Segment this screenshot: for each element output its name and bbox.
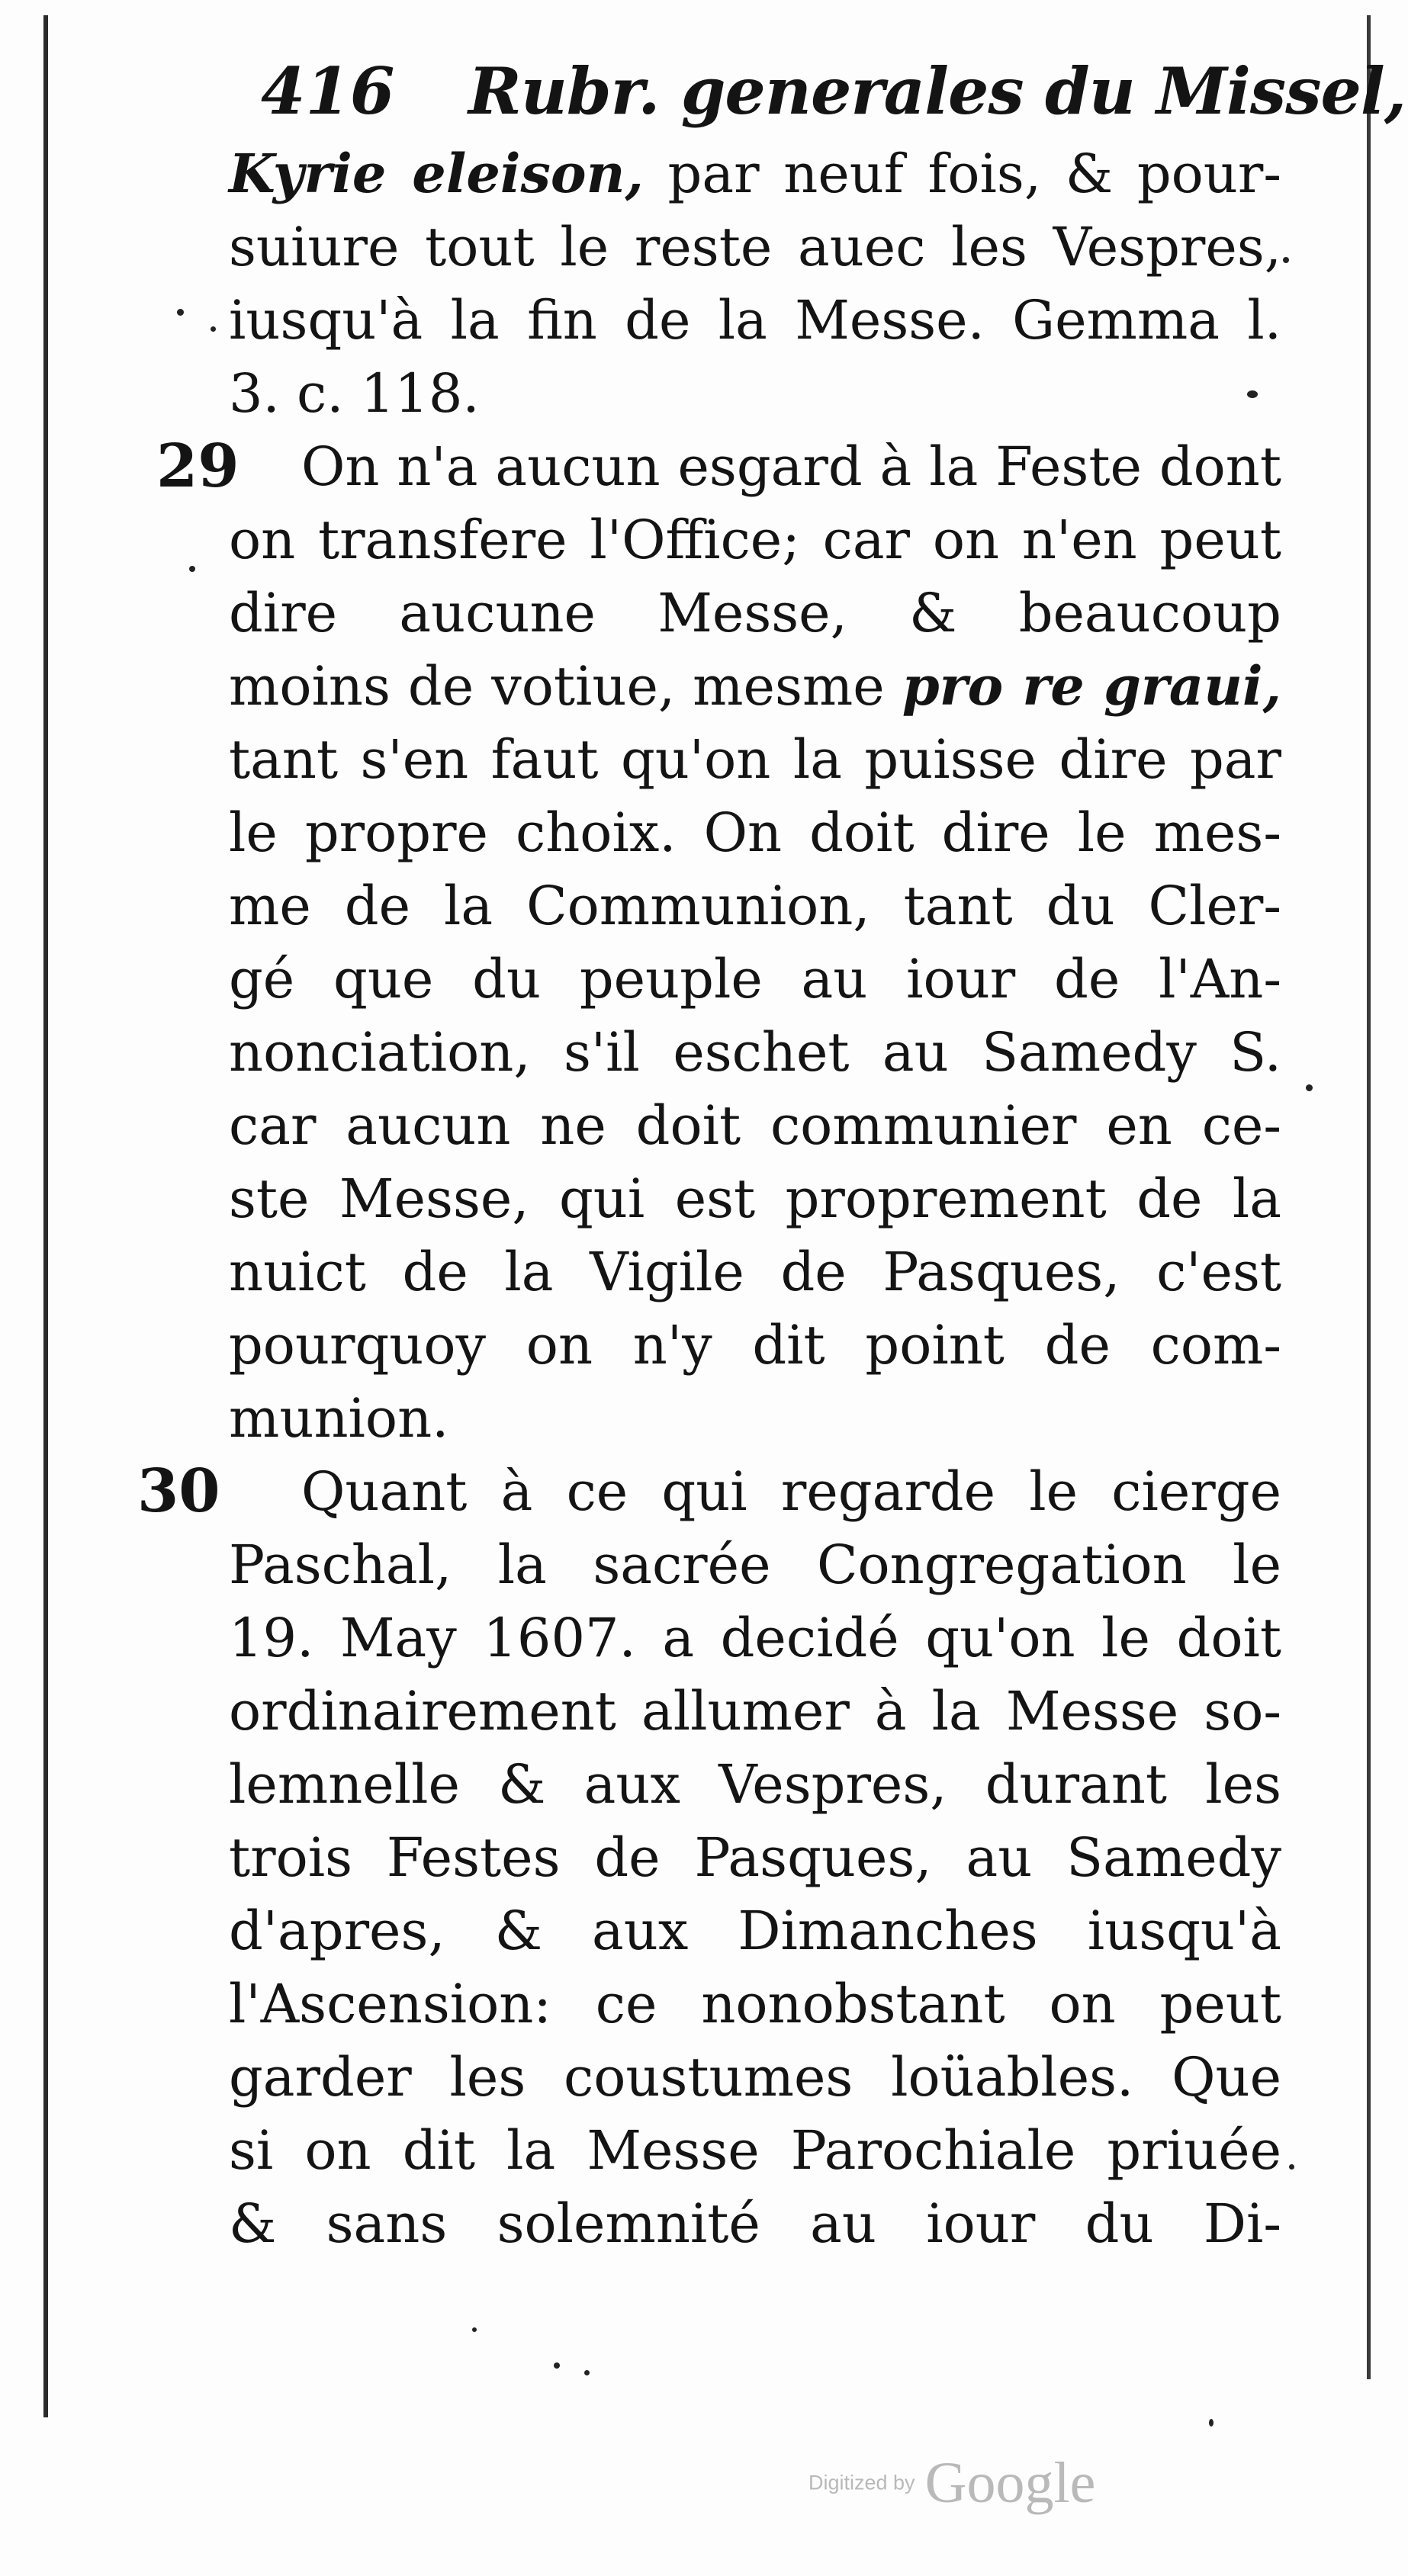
text-line: ordinairement allumer à la Messe so- (229, 1680, 1281, 1742)
running-header (261, 46, 1406, 137)
left-page-edge (43, 15, 48, 2417)
digitized-by-google-watermark (808, 2452, 1095, 2513)
italic-phrase: Kyrie eleison, (229, 142, 644, 205)
paragraph-number-30: 30 (137, 1457, 220, 1526)
text-line: l'Ascension: ce nonobstant on peut (229, 1973, 1281, 2035)
paragraph-number-29: 29 (156, 432, 239, 501)
ink-speck (1247, 390, 1258, 398)
text-line: le propre choix. On doit dire le mes- (229, 801, 1281, 864)
text-line: d'apres, & aux Dimanches iusqu'à (229, 1900, 1281, 1962)
text-line: trois Festes de Pasques, au Samedy (229, 1826, 1281, 1889)
ink-speck (211, 326, 216, 332)
right-page-edge (1367, 15, 1371, 2379)
text-line: Paschal, la sacrée Congregation le (229, 1534, 1281, 1596)
text-line: nuict de la Vigile de Pasques, c'est (229, 1241, 1281, 1303)
text-line: nonciation, s'il eschet au Samedy S. (229, 1021, 1281, 1084)
text-line: iusqu'à la fin de la Messe. Gemma l. (229, 289, 1281, 352)
text-line: pourquoy on n'y dit point de com- (229, 1314, 1281, 1376)
text-line: 19. May 1607. a decidé qu'on le doit (229, 1607, 1281, 1669)
ink-speck (177, 309, 184, 316)
ink-speck (1289, 2164, 1294, 2170)
line-text: moins de votiue, mesme (229, 655, 902, 718)
text-line: ste Messe, qui est proprement de la (229, 1168, 1281, 1230)
italic-phrase: pro re graui, (902, 654, 1281, 718)
ink-speck (1283, 257, 1289, 263)
ink-speck (554, 2362, 560, 2369)
text-line: tant s'en faut qu'on la puisse dire par (229, 728, 1281, 791)
ink-speck (1306, 1084, 1313, 1091)
ink-speck (1209, 2419, 1214, 2427)
text-line: on transfere l'Office; car on n'en peut (229, 509, 1281, 571)
text-line: Quant à ce qui regarde le cierge (301, 1460, 1281, 1523)
text-line: 3. c. 118. (229, 362, 480, 425)
watermark-google-logo-text: Google (924, 2450, 1096, 2515)
text-line (229, 137, 1281, 210)
text-line: garder les coustumes loüables. Que (229, 2046, 1281, 2109)
text-line: munion. (229, 1387, 449, 1450)
running-title: Rubr. generales du Missel, (468, 53, 1406, 129)
text-line: suiure tout le reste auec les Vespres, (229, 216, 1281, 278)
text-line: On n'a aucun esgard à la Feste dont (301, 435, 1281, 498)
text-line: me de la Communion, tant du Cler- (229, 875, 1281, 937)
page-number: 416 (261, 53, 395, 129)
text-line: lemnelle & aux Vespres, durant les (229, 1753, 1281, 1816)
text-line: gé que du peuple au iour de l'An- (229, 948, 1281, 1010)
ink-speck (472, 2327, 477, 2332)
text-line: si on dit la Messe Parochiale priuée (229, 2119, 1281, 2182)
text-line: & sans solemnité au iour du Di- (229, 2192, 1281, 2255)
text-line: car aucun ne doit communier en ce- (229, 1094, 1281, 1157)
ink-speck (584, 2370, 590, 2375)
line-text: par neuf fois, & pour- (643, 143, 1281, 205)
text-line (229, 650, 1281, 723)
watermark-small-text: Digitized by (808, 2471, 915, 2494)
text-line: dire aucune Messe, & beaucoup (229, 582, 1281, 644)
body-text (229, 137, 1281, 2260)
ink-speck (189, 566, 195, 572)
